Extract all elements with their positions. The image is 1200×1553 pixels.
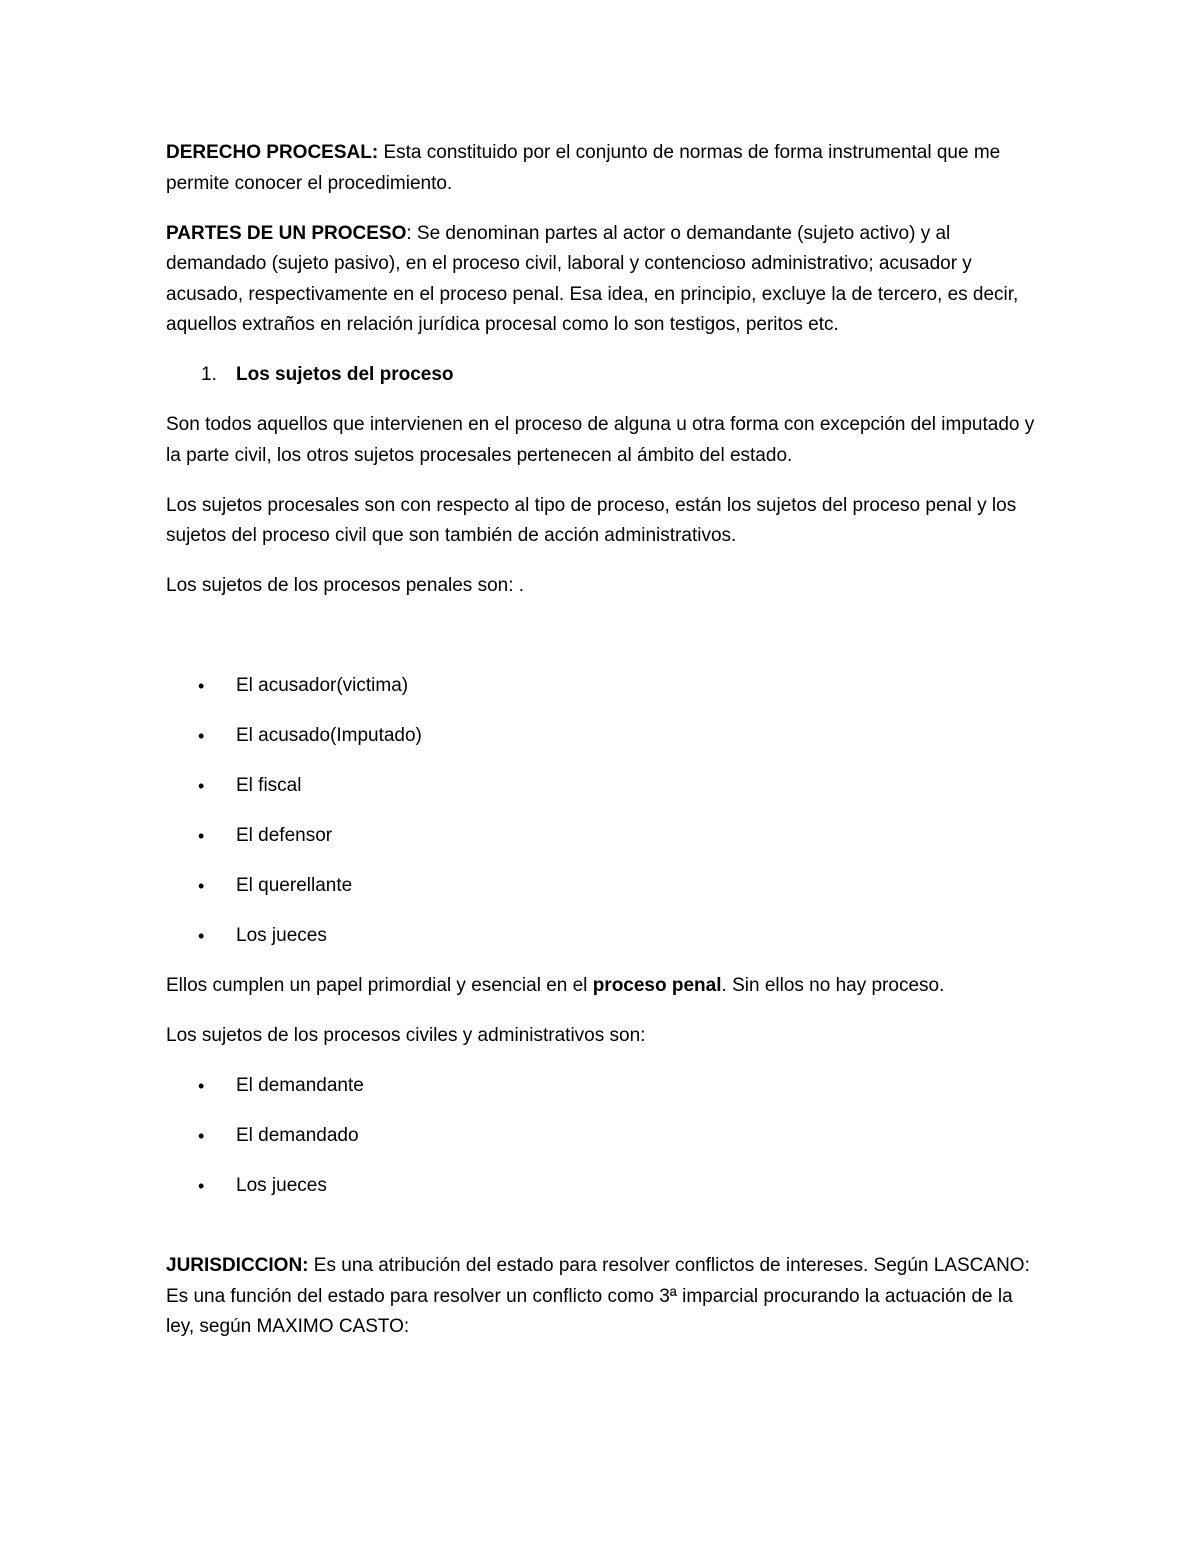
bold-proceso-penal: proceso penal (592, 975, 722, 996)
text-before-bold: Ellos cumplen un papel primordial y esencial en el (166, 975, 593, 996)
document-body (166, 138, 1046, 1362)
list-item-text: El demandado (236, 1125, 359, 1146)
list-item-text: El defensor (236, 825, 333, 846)
bullet-icon: • (198, 776, 205, 796)
list-item-text: El querellante (236, 875, 353, 896)
definition-jurisdiccion: Es una atribución del estado para resolver conflictos de intereses. Según LASCANO: Es una función del estado para resolver un conflicto como 3ª imparcial procurando la actuación de la ley, según MAXIMO CASTO: (166, 1255, 1030, 1337)
list-item (166, 821, 1046, 852)
list-item-text: El acusador(victima) (236, 675, 409, 696)
paragraph-partes-proceso (166, 219, 1046, 341)
paragraph-sujetos-tipos: Los sujetos procesales son con respecto al tipo de proceso, están los sujetos del proceso penal y los sujetos del proceso civil que son también de acción administrativos. (166, 494, 1017, 546)
list-item-text: El fiscal (236, 775, 302, 796)
paragraph-sujetos-intro: Son todos aquellos que intervienen en el proceso de alguna u otra forma con excepción del imputado y la parte civil, los otros sujetos procesales pertenecen al ámbito del estado. (166, 414, 1035, 466)
penal-subjects-list (166, 671, 1046, 952)
bullet-icon: • (198, 726, 205, 746)
text-after-bold: . Sin ellos no hay proceso. (721, 975, 945, 996)
definition-partes-proceso: : Se denominan partes al actor o demandante (sujeto activo) y al demandado (sujeto pasivo), en el proceso civil, laboral y contencioso administrativo; acusador y acusado, respectivamente en el proceso penal. Esa idea, en principio, excluye la de tercero, es decir, aquellos extraños en relación jurídica procesal como lo son testigos, peritos etc. (166, 222, 1019, 335)
bullet-icon: • (198, 876, 205, 896)
list-item-text: El demandante (236, 1075, 364, 1096)
list-item (166, 1071, 1046, 1102)
bullet-icon: • (198, 926, 205, 946)
bullet-icon: • (198, 1076, 205, 1096)
paragraph-derecho-procesal (166, 138, 1046, 199)
bullet-icon: • (198, 1176, 205, 1196)
civil-subjects-list (166, 1071, 1046, 1202)
list-item (166, 871, 1046, 902)
list-item (166, 771, 1046, 802)
section-heading-sujetos (166, 360, 1046, 391)
bullet-icon: • (198, 826, 205, 846)
paragraph-papel-primordial (166, 971, 1046, 1002)
section-number: 1. (201, 364, 217, 385)
list-item (166, 921, 1046, 952)
term-partes-proceso: PARTES DE UN PROCESO (166, 222, 407, 244)
section-title: Los sujetos del proceso (236, 364, 454, 385)
list-item (166, 1121, 1046, 1152)
list-item-text: Los jueces (236, 925, 327, 946)
paragraph-sujetos-civiles-intro: Los sujetos de los procesos civiles y administrativos son: (166, 1025, 646, 1046)
list-item (166, 721, 1046, 752)
paragraph-sujetos-penales-intro: Los sujetos de los procesos penales son: . (166, 575, 525, 596)
bullet-icon: • (198, 676, 205, 696)
definition-derecho-procesal: Esta constituido por el conjunto de normas de forma instrumental que me permite conocer el procedimiento. (166, 142, 1001, 194)
list-item (166, 671, 1046, 702)
list-item-text: Los jueces (236, 1175, 327, 1196)
paragraph-jurisdiccion (166, 1251, 1046, 1343)
term-jurisdiccion: JURISDICCION: (166, 1255, 309, 1276)
blank-space (166, 1221, 1046, 1251)
list-item-text: El acusado(Imputado) (236, 725, 422, 746)
list-item (166, 1171, 1046, 1202)
term-derecho-procesal: DERECHO PROCESAL: (166, 142, 379, 163)
bullet-icon: • (198, 1126, 205, 1146)
blank-space (166, 621, 1046, 671)
